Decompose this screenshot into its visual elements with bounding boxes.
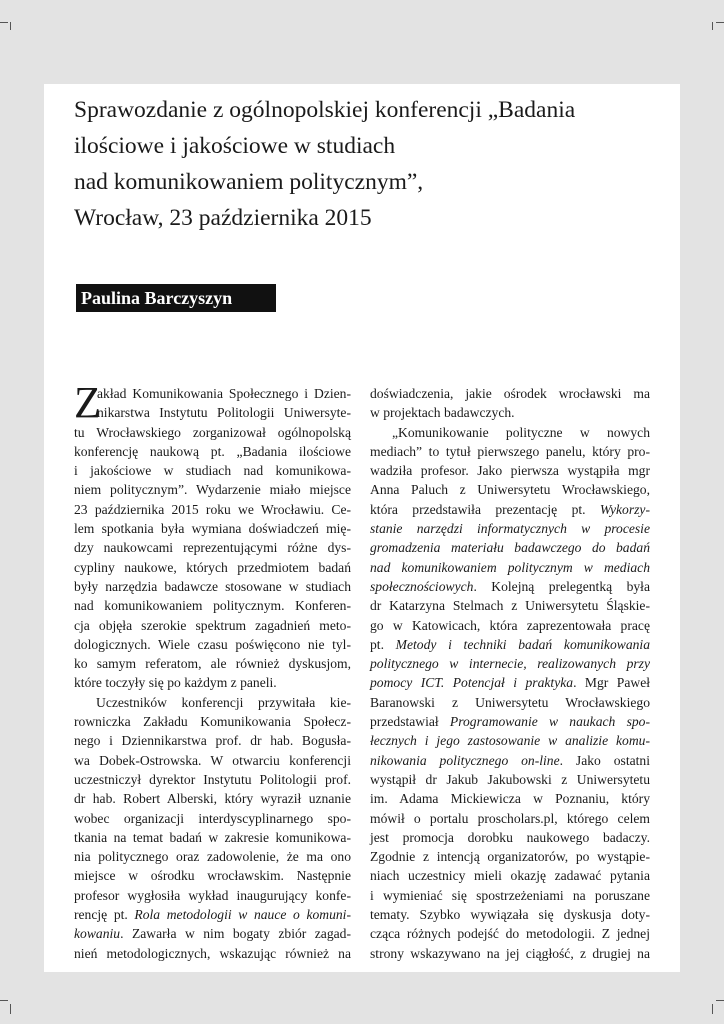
italic-title: pomocy ICT. Potencjał i praktyka bbox=[370, 675, 574, 691]
crop-mark bbox=[10, 1004, 11, 1014]
text-line: tu Wrocławskiego zorganizował ogólnopolską bbox=[74, 424, 351, 440]
text-line bbox=[74, 905, 351, 924]
text-line: i jakościowe w studiach nad komunikowa- bbox=[74, 463, 351, 479]
text-line bbox=[370, 654, 650, 673]
title-line: nad komunikowaniem politycznym”, bbox=[74, 169, 424, 195]
italic-title: kowaniu bbox=[74, 926, 121, 942]
text-line: miejsce w ośrodku wrocławskim. Następnie bbox=[74, 868, 351, 884]
text-line: w projektach badawczych. bbox=[370, 405, 515, 421]
text-line bbox=[370, 519, 650, 538]
text-line: wadziła profesor. Jako pierwsza wystąpiła mgr bbox=[370, 463, 650, 479]
italic-title: łecznych i jego zastosowanie w analizie komu- bbox=[370, 733, 650, 749]
text-line: im. Adama Mickiewicza w Poznaniu, który bbox=[370, 791, 650, 807]
text-line: profesor wygłosiła wykład inaugurujący konfe- bbox=[74, 887, 351, 903]
text-fragment: . Kolejną prelegentką była bbox=[473, 578, 650, 594]
text-fragment: rencję pt. bbox=[74, 907, 135, 923]
text-line: uczestniczył dyrektor Instytutu Politologii prof. bbox=[74, 771, 351, 787]
text-line: i wymieniać się spostrzeżeniami na poruszane bbox=[370, 887, 650, 903]
crop-mark bbox=[716, 22, 724, 23]
text-line bbox=[370, 500, 650, 519]
text-line: dologicznych. Wiele czasu poświęcono nie tyl- bbox=[74, 636, 351, 652]
text-line: Uczestników konferencji przywitała kie- bbox=[96, 694, 351, 710]
italic-title: politycznego w internecie, realizowanych przy bbox=[370, 656, 650, 672]
text-line: mówił o portalu proscholars.pl, którego celem bbox=[370, 810, 650, 826]
text-line: jest promocja dorobku naukowego badaczy. bbox=[370, 829, 650, 845]
text-line bbox=[370, 712, 650, 731]
italic-title: Rola metodologii w nauce o komuni- bbox=[134, 907, 351, 923]
text-line: strony wskazywano na jej ciągłość, z drugiej na bbox=[370, 945, 650, 961]
text-fragment: . Mgr Paweł bbox=[573, 675, 650, 691]
text-line: dr hab. Robert Alberski, który wyraził uznanie bbox=[74, 791, 351, 807]
text-line: lem spotkania była wymiana doświadczeń mię- bbox=[74, 521, 351, 537]
text-line bbox=[370, 577, 650, 596]
text-line: „Komunikowanie polityczne w nowych bbox=[392, 424, 650, 440]
text-line: nikarstwa Instytutu Politologii Uniwersyte- bbox=[97, 405, 351, 421]
text-line: cypliny naukowe, których przedmiotem badań bbox=[74, 559, 351, 575]
title-line: Wrocław, 23 października 2015 bbox=[74, 205, 372, 231]
text-line bbox=[370, 635, 650, 654]
text-line: ko samym referatom, ale również dyskusjom, bbox=[74, 656, 351, 672]
text-line: nego i Dziennikarstwa prof. dr hab. Bogusła- bbox=[74, 733, 351, 749]
article-title bbox=[74, 92, 674, 236]
text-line: nad komunikowaniem politycznym. Konferen- bbox=[74, 598, 351, 614]
text-line: Anna Paluch z Uniwersytetu Wrocławskiego, bbox=[370, 482, 650, 498]
text-line: dr Katarzyna Stelmach z Uniwersytetu Śląskie- bbox=[370, 598, 650, 614]
text-line: tematy. Szybko wywiązała się dyskusja doty- bbox=[370, 907, 650, 923]
drop-cap: Z bbox=[74, 378, 101, 427]
text-line bbox=[370, 731, 650, 750]
text-line: nień metodologicznych, wskazując również na bbox=[74, 945, 351, 961]
text-line bbox=[370, 558, 650, 577]
text-line: mediach” to tytuł pierwszego panelu, który pro- bbox=[370, 443, 650, 459]
italic-title: społecznościowych bbox=[370, 578, 474, 594]
text-line: były narzędzia badawcze stosowane w studiach bbox=[74, 578, 351, 594]
text-fragment: pt. bbox=[370, 636, 396, 652]
text-line: go w Katowicach, która zaprezentowała pracę bbox=[370, 617, 650, 633]
text-line: tkania na temat badań w zakresie komunikowa- bbox=[74, 829, 351, 845]
text-line: które toczyły się po każdym z paneli. bbox=[74, 675, 277, 691]
text-line: Baranowski z Uniwersytetu Wrocławskiego bbox=[370, 694, 650, 710]
text-line: nia politycznego oraz zadowolenie, że ma ono bbox=[74, 849, 351, 865]
text-fragment: przedstawiał bbox=[370, 714, 450, 730]
title-line: ilościowe i jakościowe w studiach bbox=[74, 133, 396, 159]
crop-mark bbox=[10, 22, 11, 30]
author-name: Paulina Barczyszyn bbox=[76, 284, 276, 312]
text-line: wobec organizacji interdyscyplinarnego spo- bbox=[74, 810, 351, 826]
crop-mark bbox=[712, 1004, 713, 1014]
crop-mark bbox=[0, 22, 8, 23]
text-line: cząca różnych podejść do metodologii. Z jednej bbox=[370, 926, 650, 942]
italic-title: Metody i techniki badań komunikowania bbox=[395, 636, 650, 652]
text-line: 23 października 2015 roku we Wrocławiu. Ce- bbox=[74, 501, 351, 517]
text-line: niem politycznym”. Wydarzenie miało miejsce bbox=[74, 482, 351, 498]
text-line bbox=[74, 924, 351, 943]
text-line bbox=[370, 673, 650, 692]
text-fragment: . Zawarła w nim bogaty zbiór zagad- bbox=[120, 926, 351, 942]
text-line: wystąpił dr Jakub Jakubowski z Uniwersytetu bbox=[370, 771, 650, 787]
right-column bbox=[370, 384, 650, 963]
text-line: akład Komunikowania Społecznego i Dzien- bbox=[97, 386, 351, 401]
title-line: Sprawozdanie z ogólnopolskiej konferencji „Badania bbox=[74, 97, 576, 123]
italic-title: nikowania politycznego on-line bbox=[370, 752, 560, 768]
text-line bbox=[370, 751, 650, 770]
italic-title: gromadzenia materiału badawczego do badań bbox=[370, 540, 650, 556]
italic-title: Wykorzy- bbox=[599, 501, 650, 517]
text-line: dzy naukowcami reprezentującymi różne dys- bbox=[74, 540, 351, 556]
text-line: doświadczenia, jakie ośrodek wrocławski ma bbox=[370, 386, 650, 401]
crop-mark bbox=[712, 22, 713, 30]
italic-title: nad komunikowaniem politycznym w mediach bbox=[370, 559, 650, 575]
text-line: wa Dobek-Ostrowska. W otwarciu konferencji bbox=[74, 752, 351, 768]
italic-title: stanie narzędzi informatycznych w procesie bbox=[370, 521, 650, 537]
crop-mark bbox=[716, 1000, 724, 1001]
text-line: konferencję naukową pt. „Badania ilościowe bbox=[74, 443, 351, 459]
text-line: Zgodnie z intencją organizatorów, po wystąpie- bbox=[370, 849, 650, 865]
text-fragment: która przedstawiła prezentację pt. bbox=[370, 501, 600, 517]
left-column bbox=[74, 378, 351, 963]
text-line: rowniczka Zakładu Komunikowania Społecz- bbox=[74, 714, 351, 730]
text-fragment: . Jako ostatni bbox=[559, 752, 650, 768]
italic-title: Programowanie w naukach spo- bbox=[449, 714, 650, 730]
text-line bbox=[370, 538, 650, 557]
text-line: niach uczestnicy mieli okazję zadawać pytania bbox=[370, 868, 650, 884]
crop-mark bbox=[0, 1000, 8, 1001]
text-line: cja objęła szerokie spektrum zagadnień meto- bbox=[74, 617, 351, 633]
